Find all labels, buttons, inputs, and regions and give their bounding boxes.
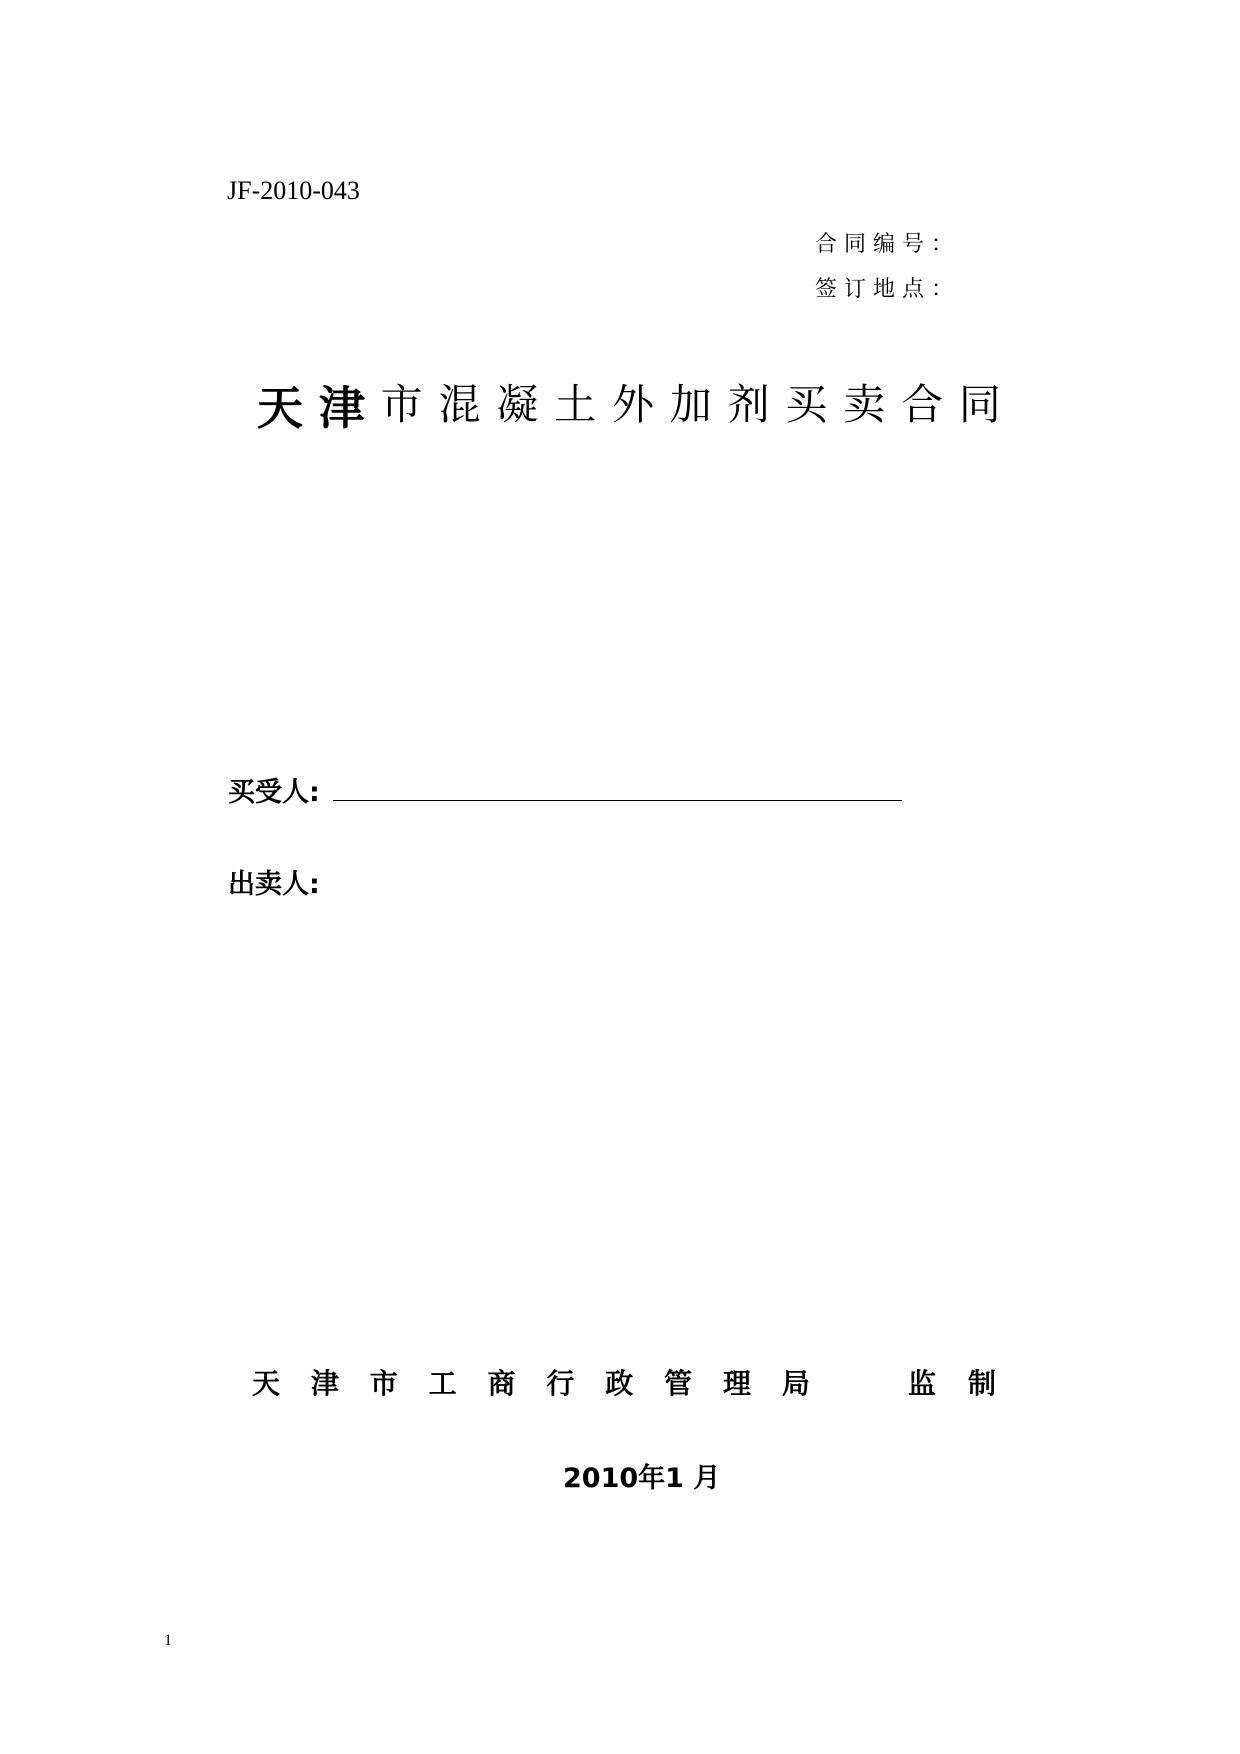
- authority-char: 商: [487, 1367, 516, 1400]
- supervision-char: 监: [908, 1367, 937, 1400]
- form-code: JF-2010-043: [227, 176, 360, 205]
- supervision-note: [908, 1362, 996, 1402]
- authority-char: 理: [723, 1367, 752, 1400]
- title-char: 市: [380, 380, 423, 429]
- supervision-char: 制: [967, 1367, 996, 1400]
- title-char: 剂: [727, 380, 770, 429]
- title-char: 津: [318, 381, 365, 435]
- title-char: 土: [554, 380, 597, 429]
- contract-number-label: 合同编号：: [815, 232, 961, 257]
- title-char: 凝: [496, 380, 539, 429]
- buyer-label: 买受人:: [228, 777, 320, 808]
- document-title: [257, 372, 1001, 438]
- title-char: 天: [257, 381, 303, 435]
- authority-char: 工: [428, 1367, 457, 1400]
- page-number: 1: [164, 1632, 172, 1649]
- authority-char: 天: [252, 1367, 281, 1400]
- authority-char: 市: [369, 1367, 398, 1400]
- signing-place-label: 签订地点：: [815, 277, 961, 302]
- authority-char: 政: [605, 1367, 634, 1400]
- title-char: 同: [958, 380, 1001, 429]
- title-char: 卖: [843, 380, 886, 429]
- authority-char: 行: [546, 1367, 575, 1400]
- authority-name: [252, 1362, 810, 1402]
- authority-char: 局: [781, 1367, 810, 1400]
- seller-label: 出卖人:: [228, 869, 320, 900]
- authority-char: 津: [310, 1367, 339, 1400]
- buyer-signature-line: [333, 800, 902, 801]
- supervising-authority: [252, 1362, 996, 1402]
- title-char: 买: [785, 380, 828, 429]
- title-char: 加: [669, 380, 712, 429]
- issue-date: 2010年1 月: [563, 1463, 721, 1494]
- title-char: 外: [611, 380, 654, 429]
- authority-char: 管: [664, 1367, 693, 1400]
- title-char: 合: [901, 380, 944, 429]
- title-char: 混: [438, 380, 481, 429]
